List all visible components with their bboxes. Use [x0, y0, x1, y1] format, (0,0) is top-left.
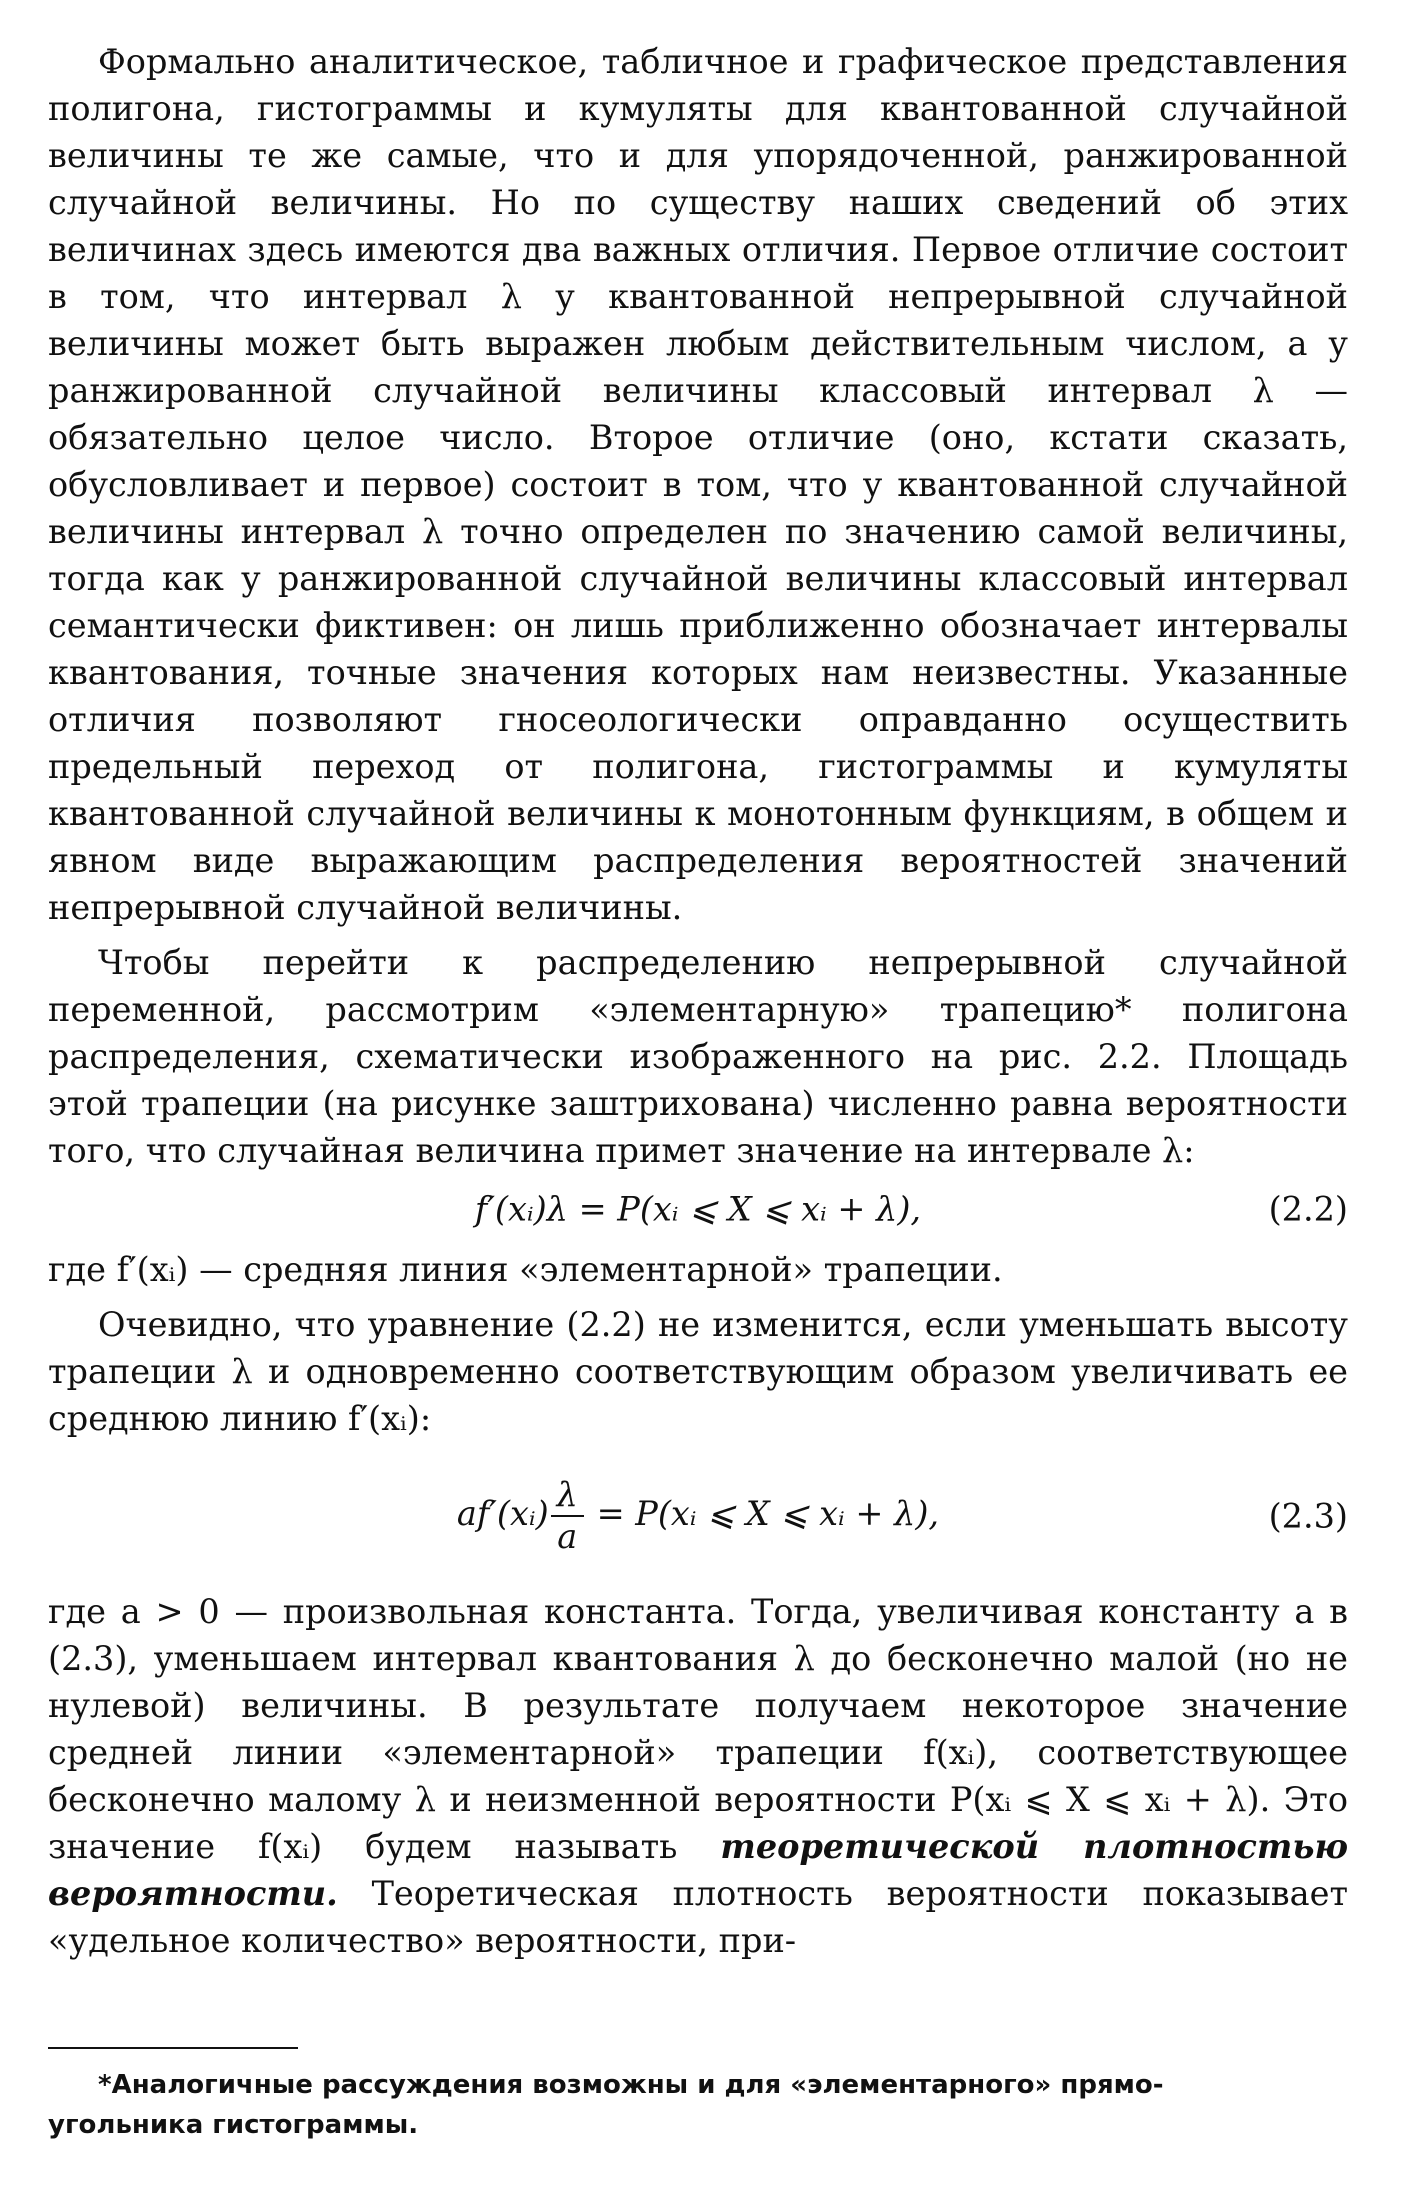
- footnote-line-1: *Аналогичные рассуждения возможны и для «элементарного» прямо-: [98, 2070, 1164, 2100]
- equation-2-3-number: (2.3): [1268, 1496, 1348, 1536]
- footnote-divider: [48, 2047, 298, 2049]
- fraction-numerator: λ: [551, 1475, 584, 1517]
- paragraph-2: Чтобы перейти к распределению непрерывной случайной переменной, рассмотрим «элементарную» трапецию* полигона распределения, схематически изображенного на рис. 2.2. Площадь этой трапеции (на рисунке заштрихована) численно равна вероятности того, что случайная величина примет значение на интервале λ:: [48, 943, 1348, 1170]
- paragraph-1: Формально аналитическое, табличное и графическое представления полигона, гистограммы и кумуляты для квантованной случайной величины те же самые, что и для упорядоченной, ранжированной случайной величины. Но по существу наших сведений об этих величинах здесь имеются два важных отличия. Первое отличие состоит в том, что интервал λ у квантованной непрерывной случайной величины может быть выражен любым действительным числом, а у ранжированной случайной величины классовый интервал λ — обязательно целое число. Второе отличие (оно, кстати сказать, обусловливает и первое) состоит в том, что у квантованной случайной величины интервал λ точно определен по значению самой величины, тогда как у ранжированной случайной величины классовый интервал семантически фиктивен: он лишь приближенно обозначает интервалы квантования, точные значения которых нам неизвестны. Указанные отличия позволяют гносеологически оправданно осуществить предельный переход от полигона, гистограммы и кумуляты квантованной случайной величины к монотонным функциям, в общем и явном виде выражающим распределения вероятностей значений непрерывной случайной величины.: [48, 42, 1348, 927]
- defined-term: теоретической плотностью вероятности.: [48, 1827, 1348, 1913]
- equation-2-3: [48, 1450, 1348, 1582]
- paragraph-5-end: Теоретическая плотность вероятности показывает «удельное количество» вероятности, при-: [48, 1874, 1348, 1960]
- equation-2-2: [48, 1176, 1348, 1242]
- footnote: [48, 2065, 1348, 2145]
- paragraph-5-start: где a > 0 — произвольная константа. Тогда, увеличивая константу a в (2.3), уменьшаем интервал квантования λ до бесконечно малой (но не нулевой) величины. В результате получаем некоторое значение средней линии «элементарной» трапеции f(xᵢ), соответствующее бесконечно малому λ и неизменной вероятности P(xᵢ ⩽ X ⩽ xᵢ + λ). Это значение f(xᵢ) будем называть: [48, 1592, 1348, 1866]
- equation-2-3-body: [48, 1475, 1348, 1557]
- document-page: [48, 38, 1348, 1964]
- equation-2-2-body: f′(xᵢ)λ = P(xᵢ ⩽ X ⩽ xᵢ + λ),: [474, 1189, 922, 1229]
- fraction-denominator: a: [557, 1517, 578, 1556]
- paragraph-3: где f′(xᵢ) — средняя линия «элементарной» трапеции.: [48, 1250, 1003, 1289]
- equation-2-3-fraction: [551, 1475, 584, 1557]
- paragraph-5: [48, 1588, 1348, 1964]
- equation-2-3-right: = P(xᵢ ⩽ X ⩽ xᵢ + λ),: [596, 1494, 940, 1533]
- paragraph-4: Очевидно, что уравнение (2.2) не изменится, если уменьшать высоту трапеции λ и одновременно соответствующим образом увеличивать ее среднюю линию f′(xᵢ):: [48, 1305, 1348, 1438]
- equation-2-2-number: (2.2): [1268, 1189, 1348, 1229]
- equation-2-3-left: af′(xᵢ): [456, 1494, 549, 1533]
- footnote-line-2: угольника гистограммы.: [48, 2110, 419, 2140]
